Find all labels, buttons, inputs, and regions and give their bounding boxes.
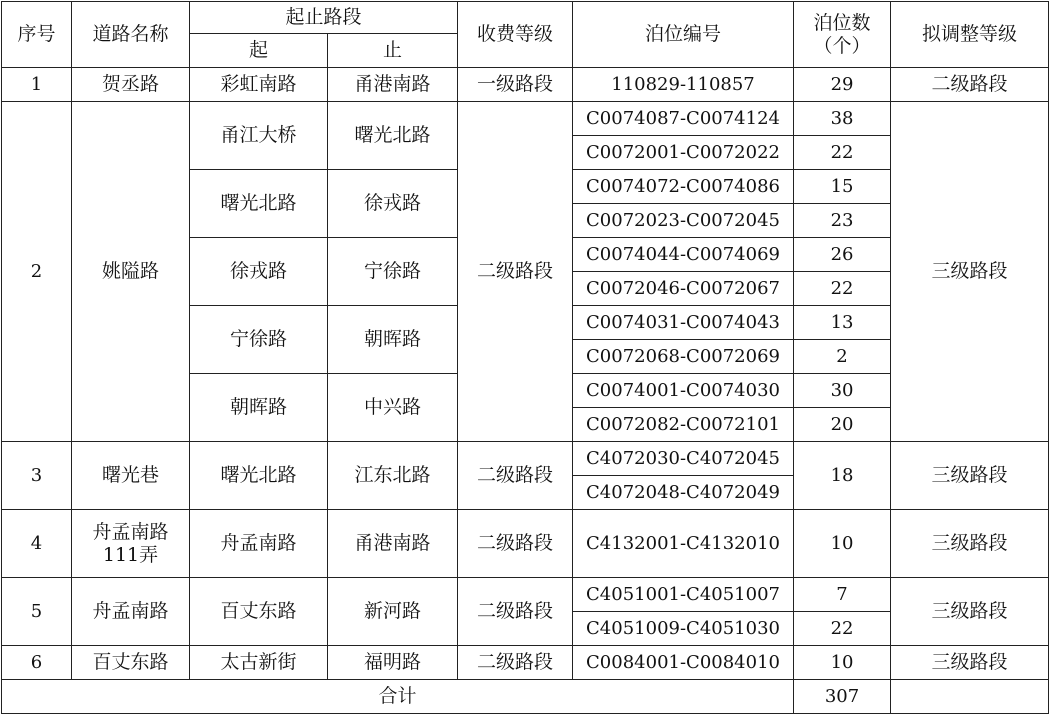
to-cell: 宁徐路 (328, 238, 458, 306)
seq-cell: 5 (2, 578, 72, 646)
seq-cell: 4 (2, 510, 72, 578)
from-cell: 百丈东路 (190, 578, 328, 646)
new-level-cell: 三级路段 (891, 510, 1049, 578)
berth-id-cell: C4051009-C4051030 (573, 612, 794, 646)
to-cell: 福明路 (328, 646, 458, 680)
berth-count-cell: 13 (794, 306, 891, 340)
to-cell: 江东北路 (328, 442, 458, 510)
header-section: 起止路段 (190, 2, 458, 34)
fee-level-cell: 一级路段 (458, 68, 573, 102)
berth-id-cell: C0074072-C0074086 (573, 170, 794, 204)
to-cell: 甬港南路 (328, 68, 458, 102)
berth-count-cell: 15 (794, 170, 891, 204)
berth-count-cell: 38 (794, 102, 891, 136)
from-cell: 朝晖路 (190, 374, 328, 442)
berth-id-cell: C0074001-C0074030 (573, 374, 794, 408)
to-cell: 曙光北路 (328, 102, 458, 170)
header-berth-id: 泊位编号 (573, 2, 794, 68)
road-name-cell: 舟孟南路 (72, 578, 190, 646)
berth-id-cell: C0084001-C0084010 (573, 646, 794, 680)
berth-id-cell: C0074087-C0074124 (573, 102, 794, 136)
berth-count-cell: 10 (794, 646, 891, 680)
seq-cell: 2 (2, 102, 72, 442)
from-cell: 太古新街 (190, 646, 328, 680)
berth-count-cell: 23 (794, 204, 891, 238)
header-berth-count: 泊位数（个） (794, 2, 891, 68)
road-name-cell: 姚隘路 (72, 102, 190, 442)
from-cell: 舟孟南路 (190, 510, 328, 578)
berth-count-cell: 2 (794, 340, 891, 374)
from-cell: 曙光北路 (190, 442, 328, 510)
from-cell: 宁徐路 (190, 306, 328, 374)
table-row (2, 442, 1049, 476)
berth-id-cell: C4072030-C4072045 (573, 442, 794, 476)
berth-id-cell: C4051001-C4051007 (573, 578, 794, 612)
berth-count-cell: 10 (794, 510, 891, 578)
table-row (2, 68, 1049, 102)
table-row (2, 102, 1049, 136)
road-name-cell: 曙光巷 (72, 442, 190, 510)
berth-id-cell: C4132001-C4132010 (573, 510, 794, 578)
header-to: 止 (328, 34, 458, 68)
total-new-level (891, 680, 1049, 714)
new-level-cell: 三级路段 (891, 102, 1049, 442)
berth-count-cell: 26 (794, 238, 891, 272)
header-new-level: 拟调整等级 (891, 2, 1049, 68)
to-cell: 朝晖路 (328, 306, 458, 374)
total-row (2, 680, 1049, 714)
table-row (2, 578, 1049, 612)
berth-id-cell: C0074044-C0074069 (573, 238, 794, 272)
to-cell: 徐戎路 (328, 170, 458, 238)
berth-count-cell: 30 (794, 374, 891, 408)
new-level-cell: 三级路段 (891, 578, 1049, 646)
fee-level-cell: 二级路段 (458, 646, 573, 680)
header-fee-level: 收费等级 (458, 2, 573, 68)
berth-id-cell: C4072048-C4072049 (573, 476, 794, 510)
table-row (2, 510, 1049, 578)
road-name-cell: 贺丞路 (72, 68, 190, 102)
table-row (2, 646, 1049, 680)
berth-adjustment-table (1, 1, 1049, 714)
header-road-name: 道路名称 (72, 2, 190, 68)
fee-level-cell: 二级路段 (458, 510, 573, 578)
berth-count-cell: 7 (794, 578, 891, 612)
berth-id-cell: C0072082-C0072101 (573, 408, 794, 442)
from-cell: 曙光北路 (190, 170, 328, 238)
fee-level-cell: 二级路段 (458, 442, 573, 510)
to-cell: 甬港南路 (328, 510, 458, 578)
new-level-cell: 三级路段 (891, 442, 1049, 510)
to-cell: 中兴路 (328, 374, 458, 442)
berth-id-cell: 110829-110857 (573, 68, 794, 102)
fee-level-cell: 二级路段 (458, 102, 573, 442)
road-name-line-1: 舟孟南路 (92, 520, 169, 543)
berth-count-cell: 20 (794, 408, 891, 442)
berth-count-cell: 29 (794, 68, 891, 102)
header-from: 起 (190, 34, 328, 68)
new-level-cell: 二级路段 (891, 68, 1049, 102)
berth-id-cell: C0072046-C0072067 (573, 272, 794, 306)
new-level-cell: 三级路段 (891, 646, 1049, 680)
berth-count-cell: 22 (794, 612, 891, 646)
berth-id-cell: C0074031-C0074043 (573, 306, 794, 340)
seq-cell: 6 (2, 646, 72, 680)
from-cell: 甬江大桥 (190, 102, 328, 170)
seq-cell: 1 (2, 68, 72, 102)
from-cell: 徐戎路 (190, 238, 328, 306)
to-cell: 新河路 (328, 578, 458, 646)
road-name-line-2: 111弄 (102, 543, 159, 566)
total-count: 307 (794, 680, 891, 714)
berth-id-cell: C0072023-C0072045 (573, 204, 794, 238)
road-name-cell (72, 510, 190, 578)
total-label: 合计 (2, 680, 794, 714)
berth-id-cell: C0072068-C0072069 (573, 340, 794, 374)
berth-id-cell: C0072001-C0072022 (573, 136, 794, 170)
seq-cell: 3 (2, 442, 72, 510)
from-cell: 彩虹南路 (190, 68, 328, 102)
berth-count-cell: 22 (794, 272, 891, 306)
header-seq: 序号 (2, 2, 72, 68)
berth-count-cell: 22 (794, 136, 891, 170)
fee-level-cell: 二级路段 (458, 578, 573, 646)
header-row-1 (2, 2, 1049, 34)
berth-count-cell: 18 (794, 442, 891, 510)
road-name-cell: 百丈东路 (72, 646, 190, 680)
